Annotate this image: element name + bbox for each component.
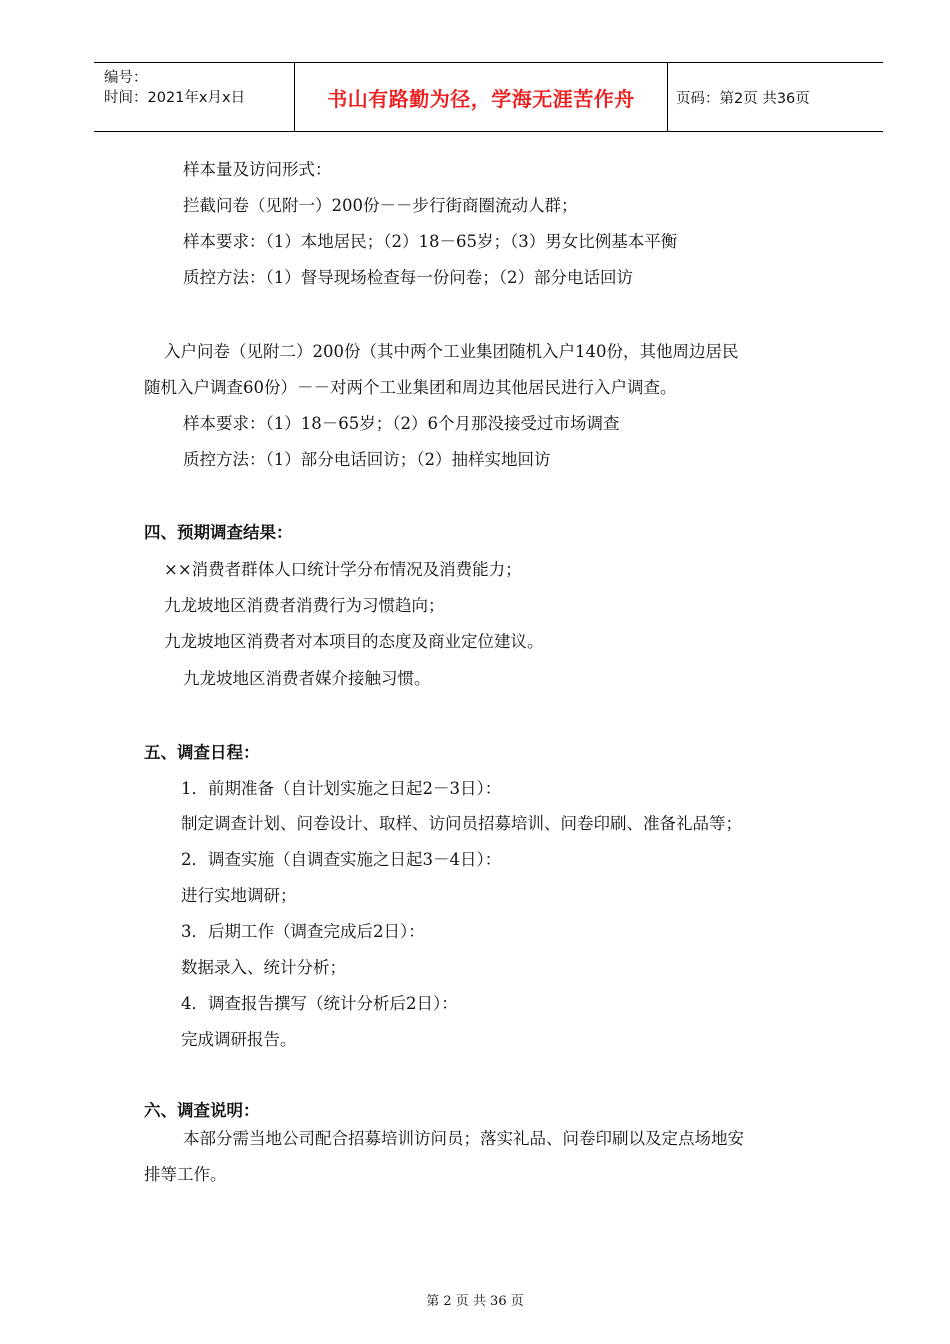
- schedule-step-detail: 进行实地调研；: [181, 886, 297, 905]
- notes-paragraph-line: 本部分需当地公司配合招募培训访问员；落实礼品、问卷印刷以及定点场地安: [183, 1129, 744, 1148]
- header-number-label: 编号：: [104, 70, 148, 86]
- page-footer: 第 2 页 共 36 页: [426, 1294, 524, 1309]
- household-sample-requirement: 样本要求：（1）18－65岁；（2）6个月那没接受过市场调查: [183, 414, 620, 433]
- schedule-step-detail: 完成调研报告。: [181, 1030, 297, 1049]
- schedule-step-detail: 制定调查计划、问卷设计、取样、访问员招募培训、问卷印刷、准备礼品等；: [181, 814, 742, 833]
- header-time-label: 时间：2021年x月x日: [104, 90, 246, 106]
- schedule-step-title: 3．后期工作（调查完成后2日）：: [181, 922, 425, 941]
- household-quality-control: 质控方法：（1）部分电话回访；（2）抽样实地回访: [183, 450, 551, 469]
- schedule-step-title: 2．调查实施（自调查实施之日起3－4日）：: [181, 850, 502, 869]
- intercept-quality-control: 质控方法：（1）督导现场检查每一份问卷；（2）部分电话回访: [183, 268, 633, 287]
- header-motto-cell: [295, 63, 668, 131]
- header-motto: 书山有路勤为径，学海无涯苦作舟: [327, 86, 635, 111]
- section-heading-schedule: 五、调查日程：: [144, 743, 260, 762]
- header-meta: [94, 63, 295, 131]
- intercept-survey-line: 拦截问卷（见附一）200份－－步行街商圈流动人群；: [183, 196, 578, 215]
- intercept-sample-requirement: 样本要求：（1）本地居民；（2）18－65岁；（3）男女比例基本平衡: [183, 232, 678, 251]
- schedule-step-title: 1．前期准备（自计划实施之日起2－3日）：: [181, 779, 502, 798]
- expected-result-item: 九龙坡地区消费者对本项目的态度及商业定位建议。: [164, 632, 544, 651]
- notes-paragraph-line: 排等工作。: [144, 1165, 227, 1184]
- schedule-step-detail: 数据录入、统计分析；: [181, 958, 346, 977]
- section-heading-expected-results: 四、预期调查结果：: [144, 523, 293, 542]
- schedule-step-title: 4．调查报告撰写（统计分析后2日）：: [181, 994, 458, 1013]
- sample-size-title: 样本量及访问形式：: [183, 160, 332, 179]
- page-header: [94, 62, 883, 132]
- header-page-info: 页码：第2页 共36页: [676, 90, 810, 107]
- header-page-cell: [668, 63, 883, 131]
- household-survey-line-cont: 随机入户调查60份）－－对两个工业集团和周边其他居民进行入户调查。: [144, 378, 677, 397]
- expected-result-item: 九龙坡地区消费者媒介接触习惯。: [183, 669, 431, 688]
- section-heading-notes: 六、调查说明：: [144, 1101, 260, 1120]
- household-survey-line: 入户问卷（见附二）200份（其中两个工业集团随机入户140份，其他周边居民: [164, 342, 739, 361]
- expected-result-item: 九龙坡地区消费者消费行为习惯趋向；: [164, 596, 445, 615]
- expected-result-item: ××消费者群体人口统计学分布情况及消费能力；: [164, 560, 522, 579]
